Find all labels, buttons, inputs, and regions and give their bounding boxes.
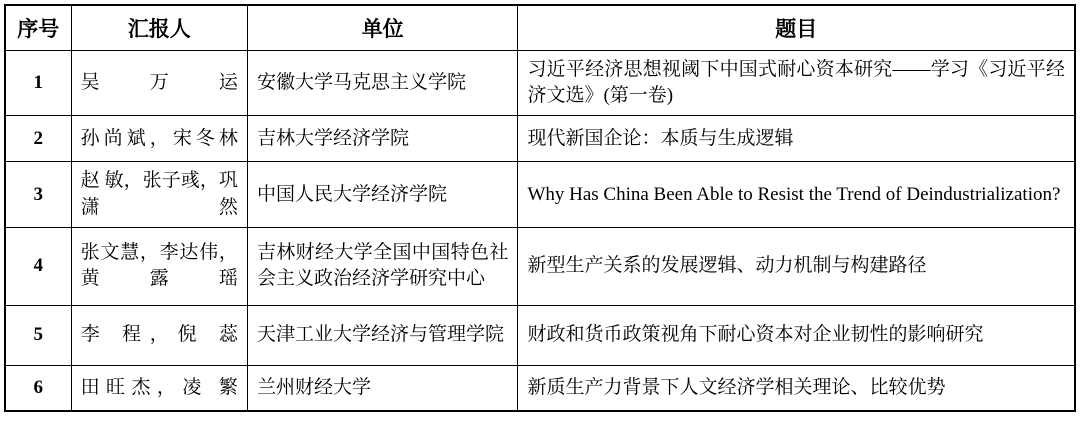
cell-no: 5 [5, 305, 71, 365]
cell-presenter: 田旺杰，凌 繁 [71, 365, 247, 411]
cell-unit: 吉林大学经济学院 [247, 116, 518, 162]
cell-no: 6 [5, 365, 71, 411]
cell-unit: 安徽大学马克思主义学院 [247, 51, 518, 116]
column-header-presenter: 汇报人 [71, 5, 247, 51]
table-row [5, 305, 1075, 365]
cell-title: 新质生产力背景下人文经济学相关理论、比较优势 [518, 365, 1075, 411]
document-page [0, 4, 1080, 444]
table-header [5, 5, 1075, 51]
cell-presenter: 李 程，倪 蕊 [71, 305, 247, 365]
table-row [5, 51, 1075, 116]
cell-title: 习近平经济思想视阈下中国式耐心资本研究——学习《习近平经济文选》(第一卷) [518, 51, 1075, 116]
column-header-no: 序号 [5, 5, 71, 51]
cell-no: 1 [5, 51, 71, 116]
cell-title: 新型生产关系的发展逻辑、动力机制与构建路径 [518, 227, 1075, 305]
cell-unit: 吉林财经大学全国中国特色社会主义政治经济学研究中心 [247, 227, 518, 305]
cell-presenter: 孙尚斌，宋冬林 [71, 116, 247, 162]
table-row [5, 162, 1075, 227]
cell-unit: 中国人民大学经济学院 [247, 162, 518, 227]
table-row [5, 365, 1075, 411]
cell-title: 现代新国企论：本质与生成逻辑 [518, 116, 1075, 162]
cell-title: Why Has China Been Able to Resist the Trend of Deindustrialization? [518, 162, 1075, 227]
cell-title: 财政和货币政策视角下耐心资本对企业韧性的影响研究 [518, 305, 1075, 365]
table-row [5, 227, 1075, 305]
cell-presenter: 吴万运 [71, 51, 247, 116]
column-header-title: 题目 [518, 5, 1075, 51]
cell-no: 2 [5, 116, 71, 162]
cell-presenter: 赵 敏，张子彧，巩潇然 [71, 162, 247, 227]
report-schedule-table [4, 4, 1076, 412]
cell-presenter: 张文慧，李达伟，黄露瑶 [71, 227, 247, 305]
table-header-row [5, 5, 1075, 51]
cell-no: 3 [5, 162, 71, 227]
cell-unit: 兰州财经大学 [247, 365, 518, 411]
table-body [5, 51, 1075, 412]
column-header-unit: 单位 [247, 5, 518, 51]
table-row [5, 116, 1075, 162]
cell-no: 4 [5, 227, 71, 305]
cell-unit: 天津工业大学经济与管理学院 [247, 305, 518, 365]
